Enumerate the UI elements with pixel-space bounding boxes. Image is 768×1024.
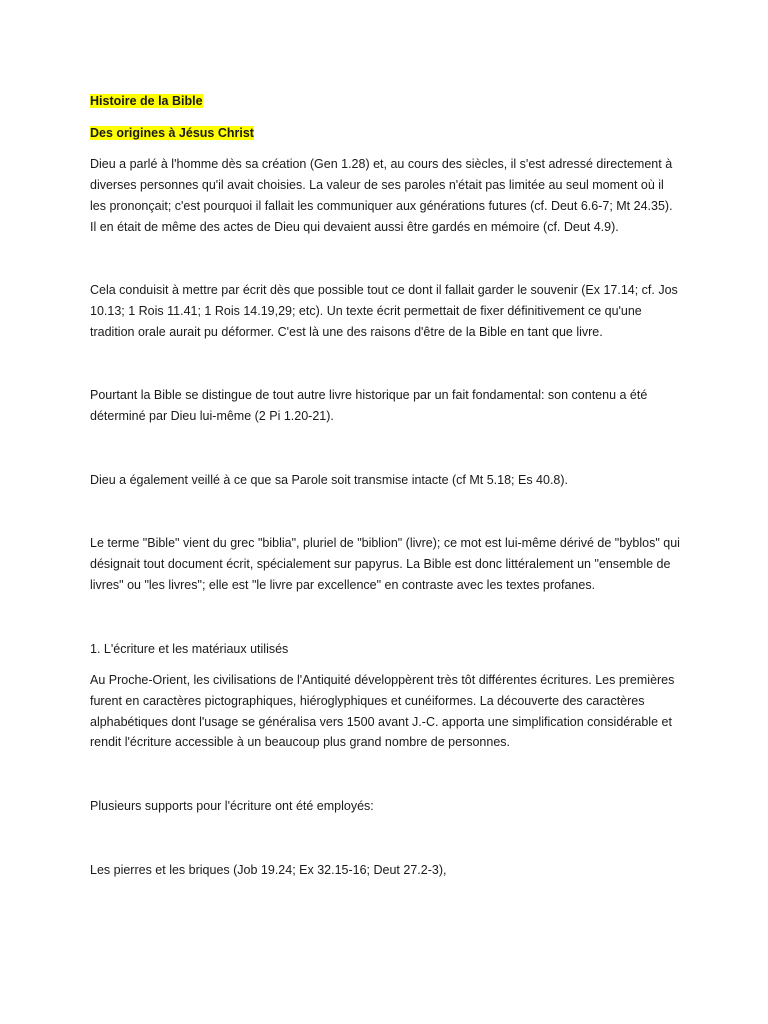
paragraph: Le terme "Bible" vient du grec "biblia", pluriel de "biblion" (livre); ce mot est lui-même dérivé de "byblos" qui désignait tout document écrit, spécialement sur papyrus. La Bible est donc littéralement un "ensemble de livres" ou "les livres"; elle est "le livre par excellence" en contraste avec les textes profanes.	[90, 536, 680, 592]
paragraph: Dieu a également veillé à ce que sa Parole soit transmise intacte (cf Mt 5.18; Es 40.8).	[90, 472, 569, 487]
section-heading: 1. L'écriture et les matériaux utilisés	[90, 641, 289, 656]
paragraph: Les pierres et les briques (Job 19.24; Ex 32.15-16; Deut 27.2-3),	[90, 862, 447, 877]
document-subtitle: Des origines à Jésus Christ	[90, 125, 254, 140]
paragraph: Cela conduisit à mettre par écrit dès que possible tout ce dont il fallait garder le souvenir (Ex 17.14; cf. Jos 10.13; 1 Rois 11.41; 1 Rois 14.19,29; etc). Un texte écrit permettait de fixer définitivement ce qu'une tradition orale aurait pu déformer. C'est là une des raisons d'être de la Bible en tant que livre.	[90, 283, 678, 339]
document-body	[90, 91, 680, 880]
paragraph: Pourtant la Bible se distingue de tout autre livre historique par un fait fondamental: son contenu a été déterminé par Dieu lui-même (2 Pi 1.20-21).	[90, 388, 648, 424]
paragraph: Au Proche-Orient, les civilisations de l'Antiquité développèrent très tôt différentes écritures. Les premières furent en caractères pictographiques, hiéroglyphiques et cunéiformes. La découverte des caractères alphabétiques dont l'usage se généralisa vers 1500 avant J.-C. apporta une simplification considérable et rendit l'écriture accessible à un beaucoup plus grand nombre de personnes.	[90, 673, 675, 750]
document-title-line	[90, 91, 680, 112]
paragraph: Dieu a parlé à l'homme dès sa création (Gen 1.28) et, au cours des siècles, il s'est adressé directement à diverses personnes qu'il avait choisies. La valeur de ses paroles n'était pas limitée au seul moment où il les prononçait; c'est pourquoi il fallait les communiquer aux générations futures (cf. Deut 6.6-7; Mt 24.35). Il en était de même des actes de Dieu qui devaient aussi être gardés en mémoire (cf. Deut 4.9).	[90, 157, 673, 234]
document-subtitle-line	[90, 123, 680, 144]
document-title: Histoire de la Bible	[90, 94, 203, 108]
paragraph: Plusieurs supports pour l'écriture ont été employés:	[90, 799, 374, 814]
